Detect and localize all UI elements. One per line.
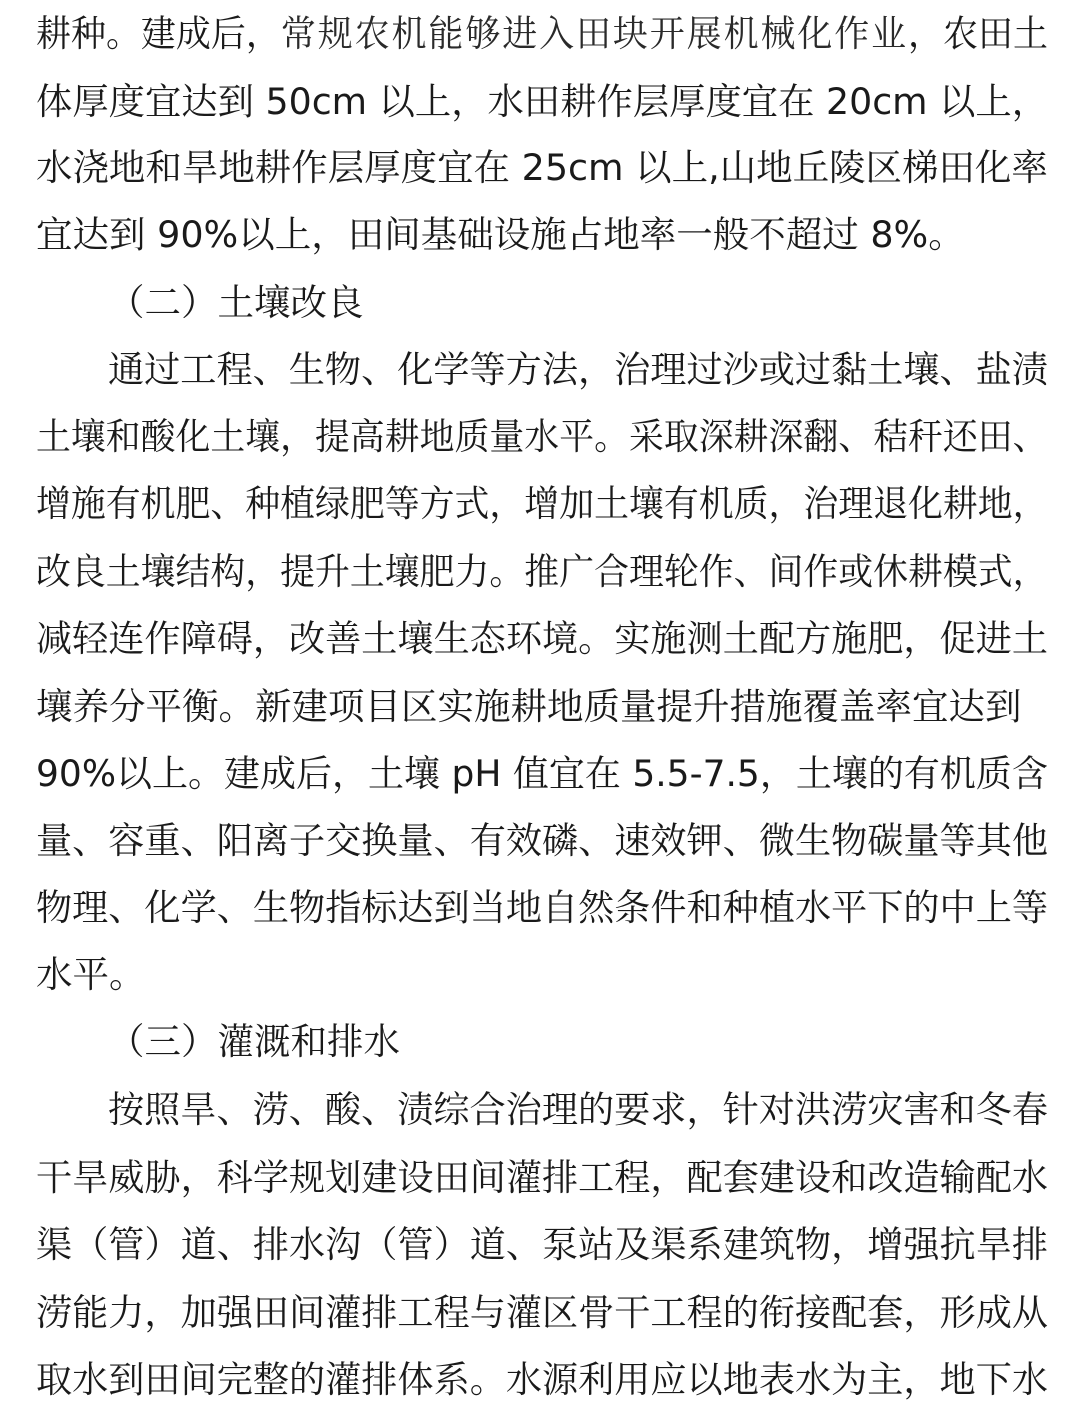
paragraph-line: 渠（管）道、排水沟（管）道、泵站及渠系建筑物，增强抗旱排	[36, 1223, 1048, 1266]
paragraph-line	[36, 12, 1048, 56]
paragraph-line: 90%以上。建成后，土壤 pH 值宜在 5.5-7.5，土壤的有机质含	[36, 752, 1048, 795]
text-span-light: 常规农机能够进入田块开展机械化作业	[280, 12, 909, 55]
section-heading: （三）灌溉和排水	[108, 1020, 400, 1063]
paragraph-line: 按照旱、涝、酸、渍综合治理的要求，针对洪涝灾害和冬春	[108, 1088, 1048, 1131]
paragraph-line: 增施有机肥、种植绿肥等方式，增加土壤有机质，治理退化耕地，	[36, 482, 1048, 525]
paragraph-line: 物理、化学、生物指标达到当地自然条件和种植水平下的中上等	[36, 886, 1048, 929]
paragraph-line: 涝能力，加强田间灌排工程与灌区骨干工程的衔接配套，形成从	[36, 1291, 1048, 1334]
paragraph-line: 通过工程、生物、化学等方法，治理过沙或过黏土壤、盐渍	[108, 348, 1048, 391]
text-span: ，农田土	[908, 12, 1048, 55]
paragraph-line: 壤养分平衡。新建项目区实施耕地质量提升措施覆盖率宜达到	[36, 685, 1022, 728]
section-heading: （二）土壤改良	[108, 281, 364, 324]
paragraph-line: 量、容重、阳离子交换量、有效磷、速效钾、微生物碳量等其他	[36, 819, 1048, 862]
paragraph-line: 取水到田间完整的灌排体系。水源利用应以地表水为主，地下水	[36, 1358, 1048, 1401]
paragraph-line: 减轻连作障碍，改善土壤生态环境。实施测土配方施肥，促进土	[36, 617, 1048, 660]
paragraph-line: 改良土壤结构，提升土壤肥力。推广合理轮作、间作或休耕模式，	[36, 550, 1048, 593]
paragraph-line: 宜达到 90%以上，田间基础设施占地率一般不超过 8%。	[36, 213, 965, 256]
paragraph-line: 水浇地和旱地耕作层厚度宜在 25cm 以上,山地丘陵区梯田化率	[36, 146, 1048, 189]
paragraph-line: 体厚度宜达到 50cm 以上，水田耕作层厚度宜在 20cm 以上，	[36, 80, 1049, 123]
paragraph-line: 干旱威胁，科学规划建设田间灌排工程，配套建设和改造输配水	[36, 1156, 1048, 1199]
text-span: 耕种。建成后，	[36, 12, 281, 55]
paragraph-line: 土壤和酸化土壤，提高耕地质量水平。采取深耕深翻、秸秆还田、	[36, 415, 1048, 458]
paragraph-line: 水平。	[36, 953, 146, 996]
